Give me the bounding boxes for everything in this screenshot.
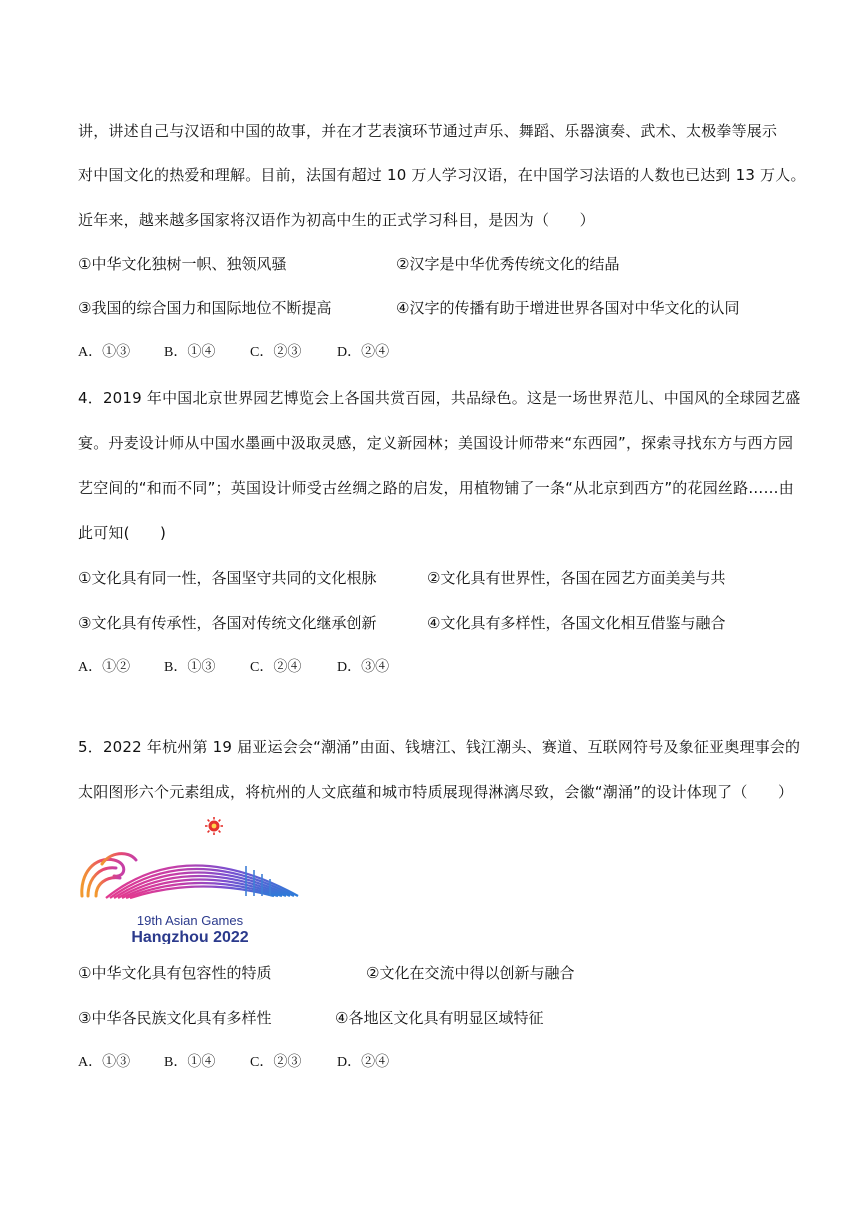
q3-text-line: 近年来，越来越多国家将汉语作为初高中生的正式学习科目，是因为（ ） (78, 211, 595, 229)
q4-answer-c: C．②④ (250, 660, 302, 675)
q5-option-3: ③中华各民族文化具有多样性 (78, 1009, 272, 1027)
q5-answer-c: C．②③ (250, 1055, 302, 1070)
q5-answer-b: B．①④ (164, 1055, 216, 1070)
q3-text-line: 讲，讲述自己与汉语和中国的故事，并在才艺表演环节通过声乐、舞蹈、乐器演奏、武术、太极拳等展示 (78, 122, 778, 140)
q3-answer-a: A．①③ (78, 345, 131, 360)
q5-answer-a: A．①③ (78, 1055, 131, 1070)
q3-option-4: ④汉字的传播有助于增进世界各国对中华文化的认同 (396, 299, 740, 317)
q4-option-4: ④文化具有多样性，各国文化相互借鉴与融合 (427, 614, 726, 632)
q3-option-1: ①中华文化独树一帜、独领风骚 (78, 255, 287, 273)
q5-option-4: ④各地区文化具有明显区域特征 (335, 1009, 544, 1027)
q4-answer-a: A．①② (78, 660, 131, 675)
q5-option-2: ②文化在交流中得以创新与融合 (366, 964, 575, 982)
logo-line2: Hangzhou 2022 (131, 929, 249, 944)
q5-text-line: 5．2022 年杭州第 19 届亚运会会“潮涌”由面、钱塘江、钱江潮头、赛道、互联网符号及象征亚奥理事会的 (78, 738, 801, 756)
q3-text-line: 对中国文化的热爱和理解。目前，法国有超过 10 万人学习汉语，在中国学习法语的人数也已达到 13 万人。 (78, 166, 806, 184)
q5-option-1: ①中华文化具有包容性的特质 (78, 964, 272, 982)
q4-answer-b: B．①③ (164, 660, 216, 675)
q3-answer-d: D．②④ (337, 345, 390, 360)
q5-text-line: 太阳图形六个元素组成，将杭州的人文底蕴和城市特质展现得淋漓尽致，会徽“潮涌”的设计体现了（ ） (78, 783, 794, 801)
q3-option-3: ③我国的综合国力和国际地位不断提高 (78, 299, 332, 317)
q4-text-line: 宴。丹麦设计师从中国水墨画中汲取灵感，定义新园林；美国设计师带来“东西园”，探索寻找东方与西方园 (78, 434, 794, 452)
q3-option-2: ②汉字是中华优秀传统文化的结晶 (396, 255, 620, 273)
q4-option-1: ①文化具有同一性，各国坚守共同的文化根脉 (78, 569, 377, 587)
sun-icon (205, 817, 223, 835)
q4-option-2: ②文化具有世界性，各国在园艺方面美美与共 (427, 569, 726, 587)
q4-text-line: 4．2019 年中国北京世界园艺博览会上各国共赏百园，共品绿色。这是一场世界范儿、中国风的全球园艺盛 (78, 389, 801, 407)
logo-line1: 19th Asian Games (136, 913, 244, 928)
q4-answer-d: D．③④ (337, 660, 390, 675)
q3-answer-b: B．①④ (164, 345, 216, 360)
asian-games-logo (76, 816, 304, 944)
q4-text-line: 此可知( ) (78, 524, 167, 542)
q3-answer-c: C．②③ (250, 345, 302, 360)
q4-text-line: 艺空间的“和而不同”；英国设计师受古丝绸之路的启发，用植物铺了一条“从北京到西方”的花园丝路……由 (78, 479, 794, 497)
q5-answer-d: D．②④ (337, 1055, 390, 1070)
q4-option-3: ③文化具有传承性，各国对传统文化继承创新 (78, 614, 377, 632)
